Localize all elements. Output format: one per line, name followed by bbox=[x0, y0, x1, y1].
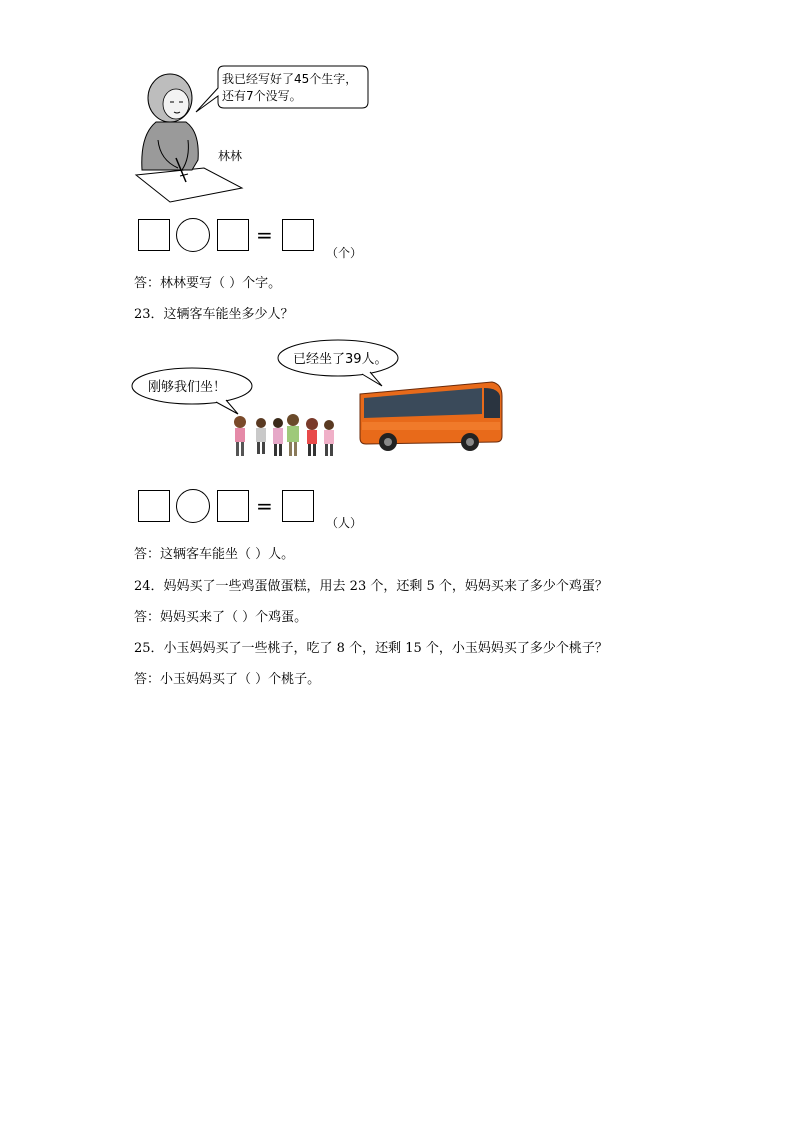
operator-circle[interactable] bbox=[176, 218, 210, 252]
result-box[interactable] bbox=[282, 219, 314, 251]
answer-23: 答：这辆客车能坐（ ）人。 bbox=[134, 547, 295, 562]
figure-bus-kids bbox=[130, 338, 510, 470]
speech-line-1: 我已经写好了45个生字， bbox=[222, 72, 358, 86]
answer-box[interactable] bbox=[217, 219, 249, 251]
equals-sign: = bbox=[256, 494, 273, 518]
answer-22: 答：林林要写（ ）个字。 bbox=[134, 276, 282, 291]
question-23: 23．这辆客车能坐多少人？ bbox=[134, 307, 294, 322]
equals-sign: = bbox=[256, 223, 273, 247]
unit-label: （人） bbox=[326, 516, 363, 530]
answer-box[interactable] bbox=[217, 490, 249, 522]
kids-speech-text: 刚够我们坐！ bbox=[148, 380, 227, 395]
bus-image bbox=[360, 382, 502, 451]
answer-25: 答：小玉妈妈买了（ ）个桃子。 bbox=[134, 672, 321, 687]
speech-line-2: 还有7个没写。 bbox=[222, 89, 302, 103]
question-24: 24．妈妈买了一些鸡蛋做蛋糕，用去 23 个，还剩 5 个，妈妈买来了多少个鸡蛋？ bbox=[134, 579, 608, 594]
bus-speech-text: 已经坐了39人。 bbox=[293, 352, 388, 367]
answer-24: 答：妈妈买来了（ ）个鸡蛋。 bbox=[134, 610, 308, 625]
result-box[interactable] bbox=[282, 490, 314, 522]
girl-writing-illustration bbox=[134, 60, 384, 205]
operator-circle[interactable] bbox=[176, 489, 210, 523]
name-label: 林林 bbox=[218, 149, 243, 163]
figure-girl-writing bbox=[134, 60, 384, 205]
answer-box[interactable] bbox=[138, 490, 170, 522]
answer-box[interactable] bbox=[138, 219, 170, 251]
unit-label: （个） bbox=[326, 246, 363, 260]
bus-kids-illustration bbox=[130, 338, 510, 470]
children-group bbox=[234, 414, 334, 456]
question-25: 25．小玉妈妈买了一些桃子，吃了 8 个，还剩 15 个，小玉妈妈买了多少个桃子？ bbox=[134, 641, 608, 656]
